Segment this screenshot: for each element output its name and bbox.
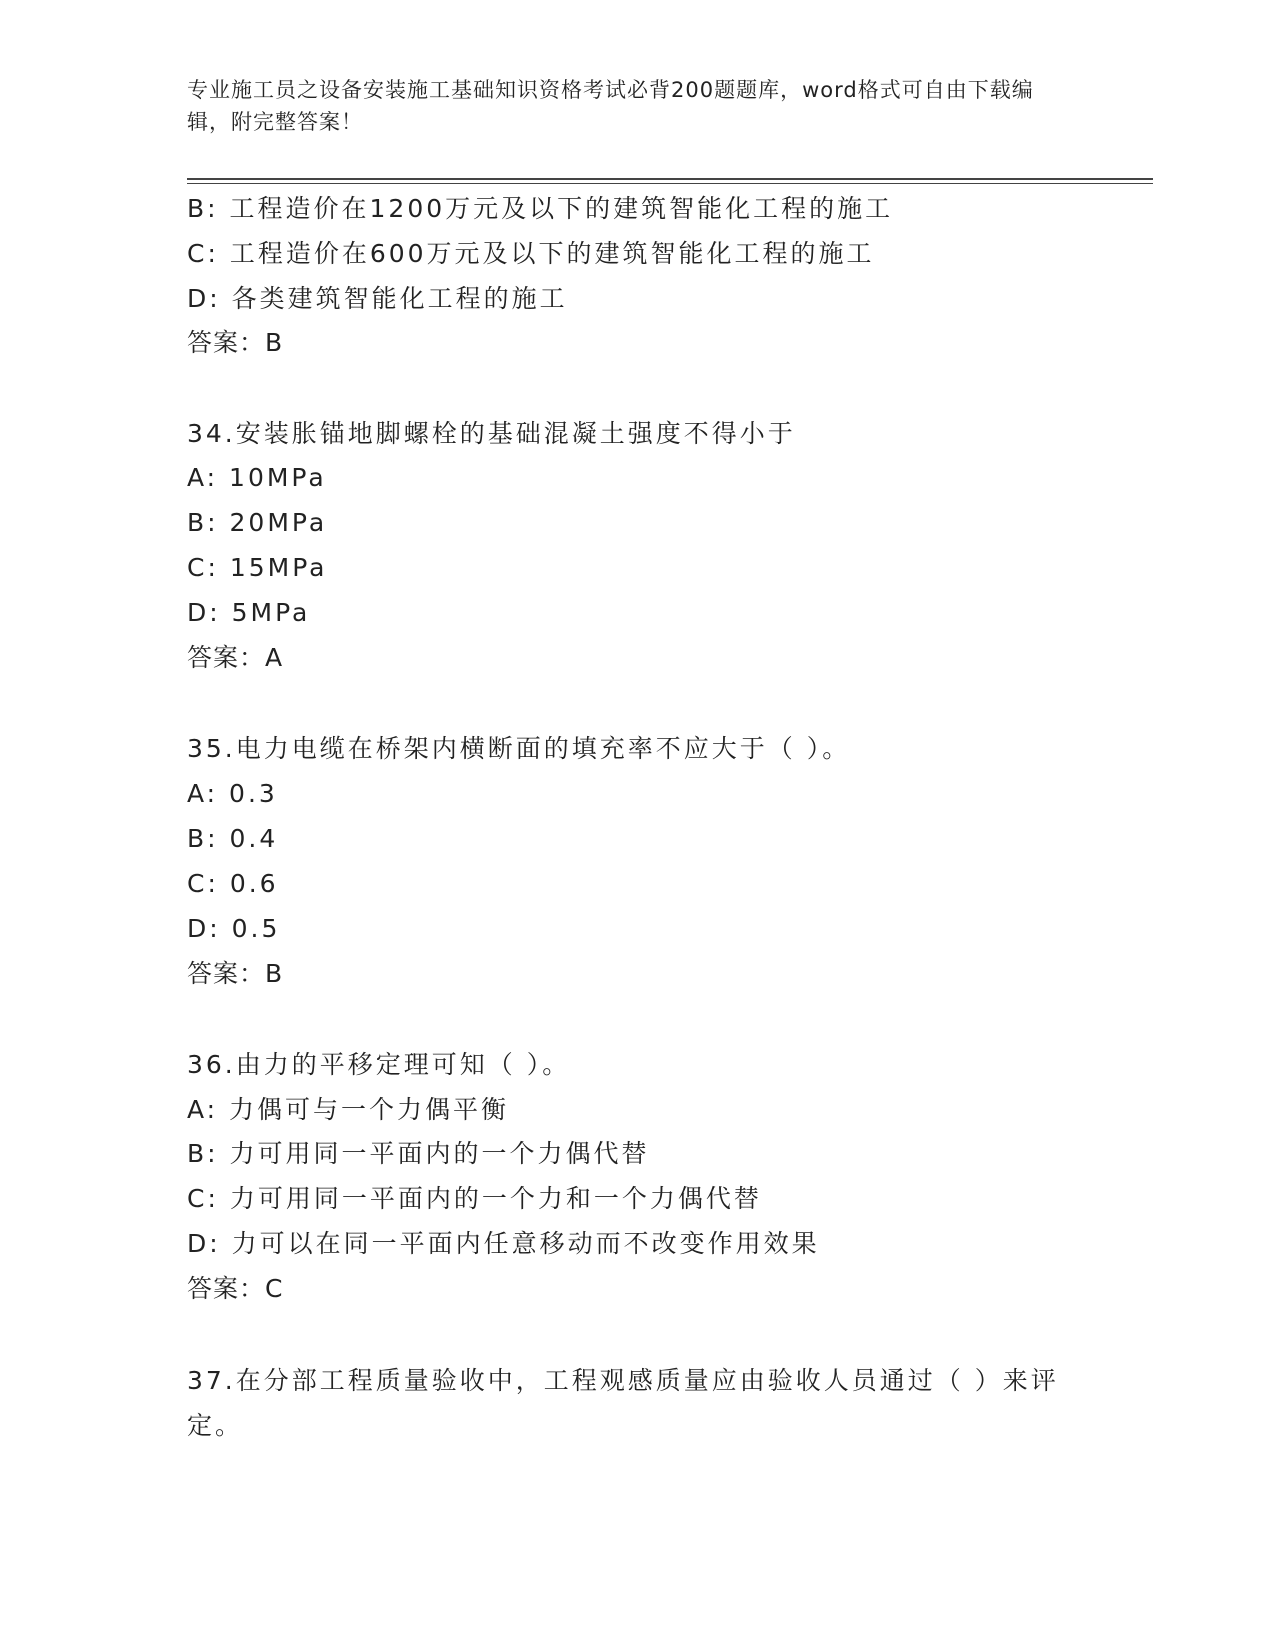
option-d: D: 各类建筑智能化工程的施工 [187, 284, 568, 313]
document-header: 专业施工员之设备安装施工基础知识资格考试必背200题题库，word格式可自由下载编辑，附完整答案！ [187, 78, 1034, 134]
option-c: C: 力可用同一平面内的一个力和一个力偶代替 [187, 1184, 762, 1213]
option-a: A: 0.3 [187, 779, 278, 808]
option-c: C: 0.6 [187, 869, 279, 898]
header-divider-thick [187, 178, 1153, 180]
option-d: D: 5MPa [187, 598, 311, 627]
answer-line: 答案：B [187, 959, 284, 988]
question-stem: 36.由力的平移定理可知（ ）。 [187, 1050, 571, 1079]
option-b: B: 20MPa [187, 508, 328, 537]
option-b: B: 力可用同一平面内的一个力偶代替 [187, 1139, 650, 1168]
answer-line: 答案：C [187, 1274, 284, 1303]
question-stem: 37.在分部工程质量验收中，工程观感质量应由验收人员通过（ ）来评定。 [187, 1366, 1059, 1440]
option-d: D: 力可以在同一平面内任意移动而不改变作用效果 [187, 1229, 820, 1258]
option-b: B: 0.4 [187, 824, 279, 853]
answer-line: 答案：B [187, 328, 284, 357]
answer-line: 答案：A [187, 643, 284, 672]
option-d: D: 0.5 [187, 914, 281, 943]
option-b: B: 工程造价在1200万元及以下的建筑智能化工程的施工 [187, 194, 894, 223]
option-a: A: 力偶可与一个力偶平衡 [187, 1095, 510, 1124]
header-divider-thin [187, 183, 1153, 184]
question-stem: 35.电力电缆在桥架内横断面的填充率不应大于（ ）。 [187, 734, 851, 763]
option-a: A: 10MPa [187, 463, 327, 492]
option-c: C: 15MPa [187, 553, 328, 582]
question-stem: 34.安装胀锚地脚螺栓的基础混凝土强度不得小于 [187, 419, 796, 448]
option-c: C: 工程造价在600万元及以下的建筑智能化工程的施工 [187, 239, 875, 268]
